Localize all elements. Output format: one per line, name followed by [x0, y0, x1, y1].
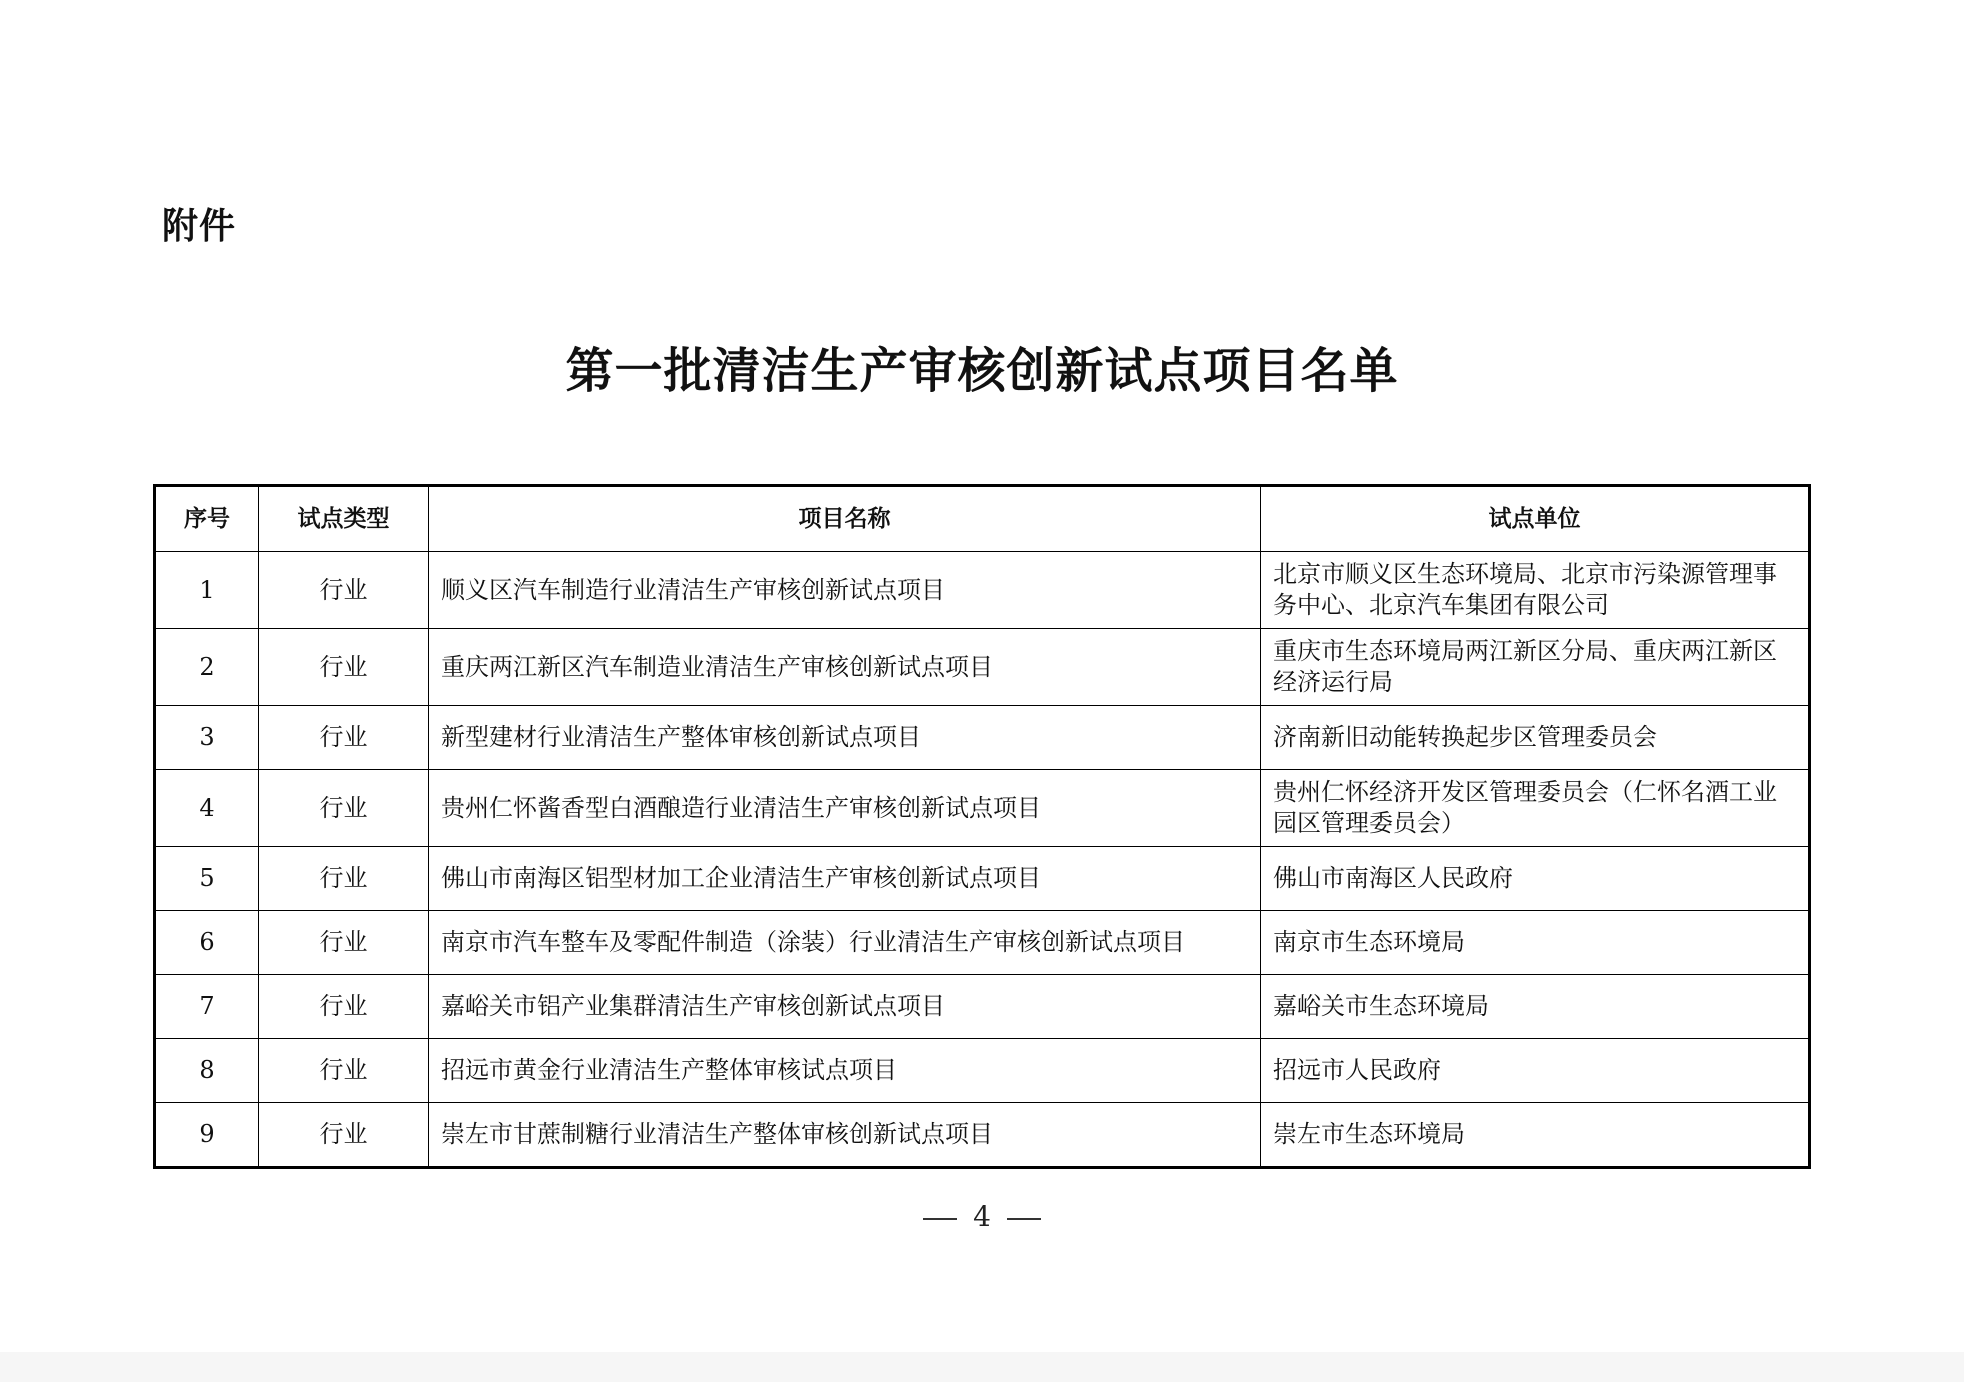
page-number-dash-right [1007, 1218, 1041, 1220]
cell-serial: 6 [155, 911, 259, 975]
cell-serial: 5 [155, 847, 259, 911]
cell-serial: 9 [155, 1103, 259, 1168]
cell-pilot-unit: 重庆市生态环境局两江新区分局、重庆两江新区经济运行局 [1261, 629, 1810, 706]
cell-pilot-type: 行业 [259, 1039, 429, 1103]
cell-pilot-unit: 贵州仁怀经济开发区管理委员会（仁怀名酒工业园区管理委员会） [1261, 770, 1810, 847]
table-row [155, 1103, 1810, 1168]
cell-project-name: 招远市黄金行业清洁生产整体审核试点项目 [429, 1039, 1261, 1103]
cell-pilot-type: 行业 [259, 629, 429, 706]
table-row [155, 911, 1810, 975]
table-row [155, 847, 1810, 911]
cell-pilot-type: 行业 [259, 911, 429, 975]
cell-pilot-unit: 佛山市南海区人民政府 [1261, 847, 1810, 911]
cell-pilot-unit: 济南新旧动能转换起步区管理委员会 [1261, 706, 1810, 770]
cell-serial: 7 [155, 975, 259, 1039]
table-row [155, 1039, 1810, 1103]
header-pilot-unit: 试点单位 [1261, 486, 1810, 552]
page-number: 4 [973, 1200, 991, 1233]
cell-pilot-unit: 嘉峪关市生态环境局 [1261, 975, 1810, 1039]
cell-serial: 3 [155, 706, 259, 770]
header-serial: 序号 [155, 486, 259, 552]
cell-pilot-type: 行业 [259, 706, 429, 770]
table-row [155, 770, 1810, 847]
table-row [155, 706, 1810, 770]
cell-serial: 4 [155, 770, 259, 847]
table-row [155, 552, 1810, 629]
header-pilot-type: 试点类型 [259, 486, 429, 552]
cell-project-name: 崇左市甘蔗制糖行业清洁生产整体审核创新试点项目 [429, 1103, 1261, 1168]
bottom-band [0, 1352, 1964, 1382]
table-header-row [155, 486, 1810, 552]
cell-pilot-type: 行业 [259, 1103, 429, 1168]
cell-project-name: 佛山市南海区铝型材加工企业清洁生产审核创新试点项目 [429, 847, 1261, 911]
cell-project-name: 贵州仁怀酱香型白酒酿造行业清洁生产审核创新试点项目 [429, 770, 1261, 847]
cell-pilot-unit: 崇左市生态环境局 [1261, 1103, 1810, 1168]
cell-serial: 2 [155, 629, 259, 706]
table-row [155, 629, 1810, 706]
cell-pilot-unit: 南京市生态环境局 [1261, 911, 1810, 975]
cell-project-name: 嘉峪关市铝产业集群清洁生产审核创新试点项目 [429, 975, 1261, 1039]
cell-pilot-unit: 招远市人民政府 [1261, 1039, 1810, 1103]
header-project-name: 项目名称 [429, 486, 1261, 552]
cell-project-name: 顺义区汽车制造行业清洁生产审核创新试点项目 [429, 552, 1261, 629]
cell-pilot-type: 行业 [259, 770, 429, 847]
table-row [155, 975, 1810, 1039]
page-number-dash-left [923, 1218, 957, 1220]
pilot-project-table [153, 484, 1811, 1169]
cell-project-name: 新型建材行业清洁生产整体审核创新试点项目 [429, 706, 1261, 770]
cell-project-name: 南京市汽车整车及零配件制造（涂装）行业清洁生产审核创新试点项目 [429, 911, 1261, 975]
cell-pilot-unit: 北京市顺义区生态环境局、北京市污染源管理事务中心、北京汽车集团有限公司 [1261, 552, 1810, 629]
cell-serial: 8 [155, 1039, 259, 1103]
document-title: 第一批清洁生产审核创新试点项目名单 [565, 343, 1399, 399]
cell-pilot-type: 行业 [259, 975, 429, 1039]
cell-project-name: 重庆两江新区汽车制造业清洁生产审核创新试点项目 [429, 629, 1261, 706]
attachment-label: 附件 [162, 206, 237, 247]
cell-pilot-type: 行业 [259, 847, 429, 911]
page-footer [0, 1200, 1964, 1233]
cell-pilot-type: 行业 [259, 552, 429, 629]
cell-serial: 1 [155, 552, 259, 629]
